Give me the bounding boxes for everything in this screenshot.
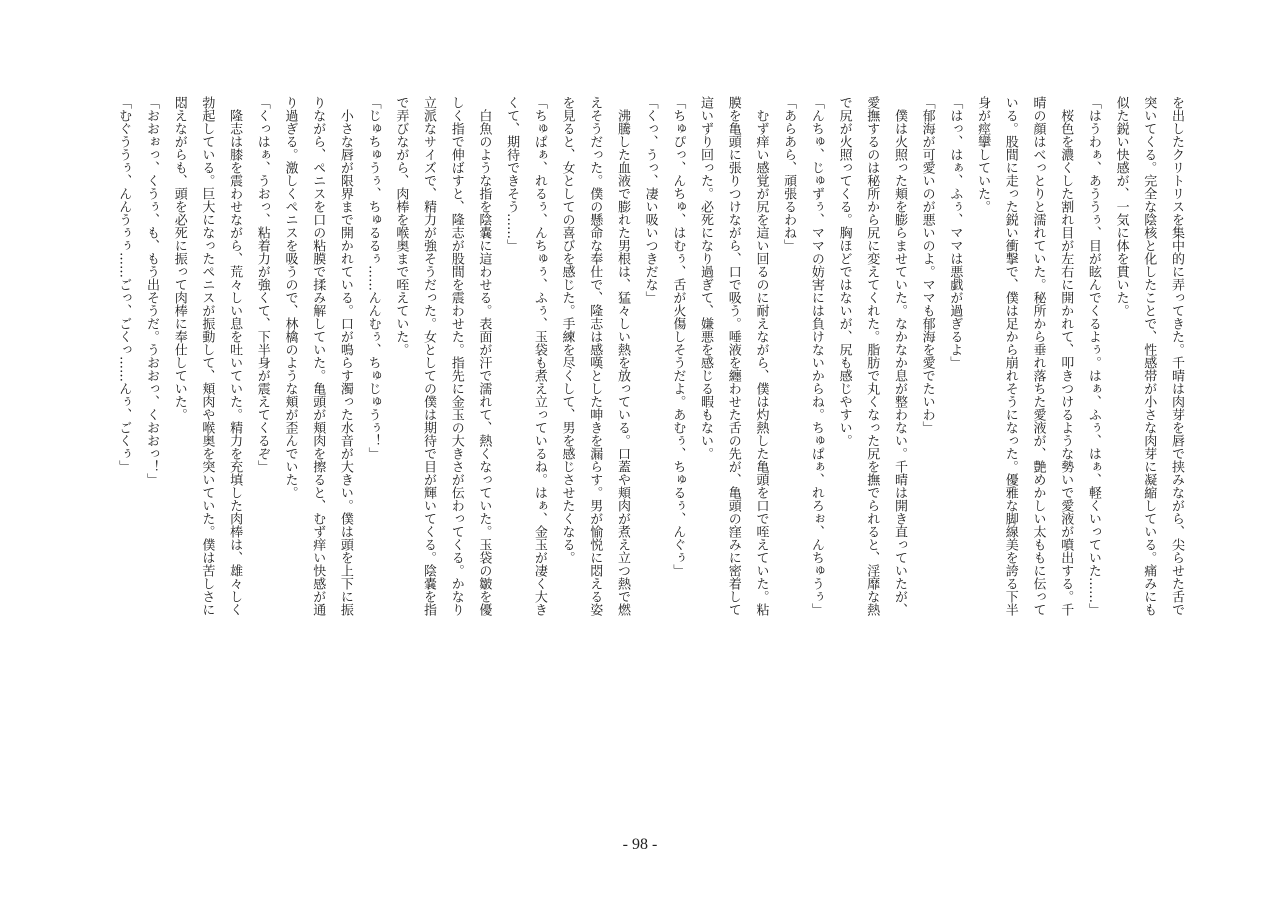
text-line: 桜色を濃くした割れ目が左右に開かれて、叩きつけるような勢いで愛液が噴出する。千: [1058, 96, 1074, 616]
text-line: 「郁海が可愛いのが悪いのよ。ママも郁海を愛でたいわ」: [919, 96, 935, 434]
text-line: 「くっ、うっ、凄い吸いつきだな」: [642, 96, 658, 304]
text-line: 「ちゅぱぁ、れるぅ、んちゅぅ、ふぅ、玉袋も煮え立っているね。はぁ、金玉が凄く大き: [531, 96, 547, 616]
text-line: 「おおぉっ、くうぅ、も、もう出そうだ。うおおっ、くおおっ！」: [143, 96, 159, 486]
text-line: 這いずり回った。必死になり過ぎて、嫌悪を感じる暇もない。: [698, 96, 714, 460]
text-line: くて、期待できそう……」: [504, 96, 520, 252]
text-line: を出したクリトリスを集中的に弄ってきた。千晴は肉芽を唇で挟みながら、尖らせた舌で: [1169, 96, 1184, 616]
text-line: 「はっ、はぁ、ふぅ、ママは悪戯が過ぎるよ」: [947, 96, 963, 369]
text-line: を見ると、女としての喜びを感じた。手練を尽くして、男を感じさせたくなる。: [559, 96, 575, 564]
text-line: 「はうわぁ、あううぅ、目が眩んでくるよぅ。はぁ、ふぅ、はぁ、軽くいっていた……」: [1085, 96, 1101, 616]
text-line: 愛撫するのは秘所から尻に変えてくれた。脂肪で丸くなった尻を撫でられると、淫靡な熱: [864, 96, 880, 616]
text-line: 「ちゅぴっ、んちゅ、はむぅ、舌が火傷しそうだよ。あむぅ、ちゅるぅ、んぐぅ」: [670, 96, 686, 577]
text-line: 身が痙攣していた。: [975, 96, 991, 213]
text-line: 晴の顔はべっとりと濡れていた。秘所から垂れ落ちた愛液が、艶めかしい太ももに伝って: [1030, 96, 1046, 616]
text-line: 膜を亀頭に張りつけながら、口で吸う。唾液を纏わせた舌の先が、亀頭の窪みに密着して: [725, 96, 741, 616]
text-line: で弄びながら、肉棒を喉奥まで咥えていた。: [393, 96, 409, 356]
text-line: 小さな唇が限界まで開かれている。口が鳴らす濁った水音が大きい。僕は頭を上下に振: [337, 96, 353, 616]
text-line: り過ぎる。激しくペニスを吸うので、林檎のような頬が歪んでいた。: [282, 96, 298, 499]
text-line: いる。股間に走った鋭い衝撃で、僕は足から崩れそうになった。優雅な脚線美を誇る下半: [1002, 96, 1018, 616]
text-line: で尻が火照ってくる。胸ほどではないが、尻も感じやすい。: [836, 96, 852, 447]
text-line: 隆志は膝を震わせながら、荒々しい息を吐いていた。精力を充填した肉棒は、雄々しく: [227, 96, 243, 616]
text-line: しく指で伸ばすと、隆志が股間を震わせた。指先に金玉の大きさが伝わってくる。かなり: [448, 96, 464, 616]
text-line: むず痒い感覚が尻を這い回るのに耐えながら、僕は灼熱した亀頭を口で咥えていた。粘: [753, 96, 769, 616]
text-line: 突いてくる。完全な陰核と化したことで、性感帯が小さな肉芽に凝縮している。痛みにも: [1141, 96, 1157, 616]
text-line: 悶えながらも、頭を必死に振って肉棒に奉仕していた。: [171, 96, 187, 421]
text-line: 僕は火照った頬を膨らませていた。なかなか息が整わない。千晴は開き直っていたが、: [891, 96, 907, 616]
text-line: 立派なサイズで、精力が強そうだった。女としての僕は期待で目が輝いてくる。陰嚢を指: [421, 96, 437, 616]
text-line: 「じゅちゅうぅ、ちゅるるぅ……んんむぅ、ちゅじゅうぅ！」: [365, 96, 381, 460]
page-number: - 98 -: [622, 836, 658, 853]
text-line: 似た鋭い快感が、一気に体を貫いた。: [1113, 96, 1129, 317]
text-line: 「くっはぁ、うおっ、粘着力が強くて、下半身が震えてくるぞ」: [254, 96, 270, 473]
text-line: 沸騰した血液で膨れた男根は、猛々しい熱を放っている。口蓋や頬肉が煮え立つ熱で燃: [614, 96, 630, 616]
text-line: 「んちゅ、じゅずぅ、ママの妨害には負けないからね。ちゅぱぁ、れろぉ、んちゅうぅ」: [808, 96, 824, 616]
text-line: りながら、ペニスを口の粘膜で揉み解していた。亀頭が頬肉を擦ると、むず痒い快感が通: [310, 96, 326, 616]
text-line: えそうだった。僕の懸命な奉仕で、隆志は感嘆とした呻きを漏らす。男が愉悦に悶える姿: [587, 96, 603, 616]
text-line: 「むぐううぅ、んんうぅぅ……ごっ、ごくっ……んぅ、ごくぅ」: [116, 96, 132, 473]
text-line: 白魚のような指を陰嚢に這わせる。表面が汗で濡れて、熱くなっていた。玉袋の皺を優: [476, 96, 492, 616]
text-line: 「あらあら、頑張るわね」: [781, 96, 797, 252]
vertical-text-body: [110, 96, 1190, 622]
text-line: 勃起している。巨大になったペニスが振動して、頬肉や喉奥を突いていた。僕は苦しさに: [199, 96, 215, 616]
